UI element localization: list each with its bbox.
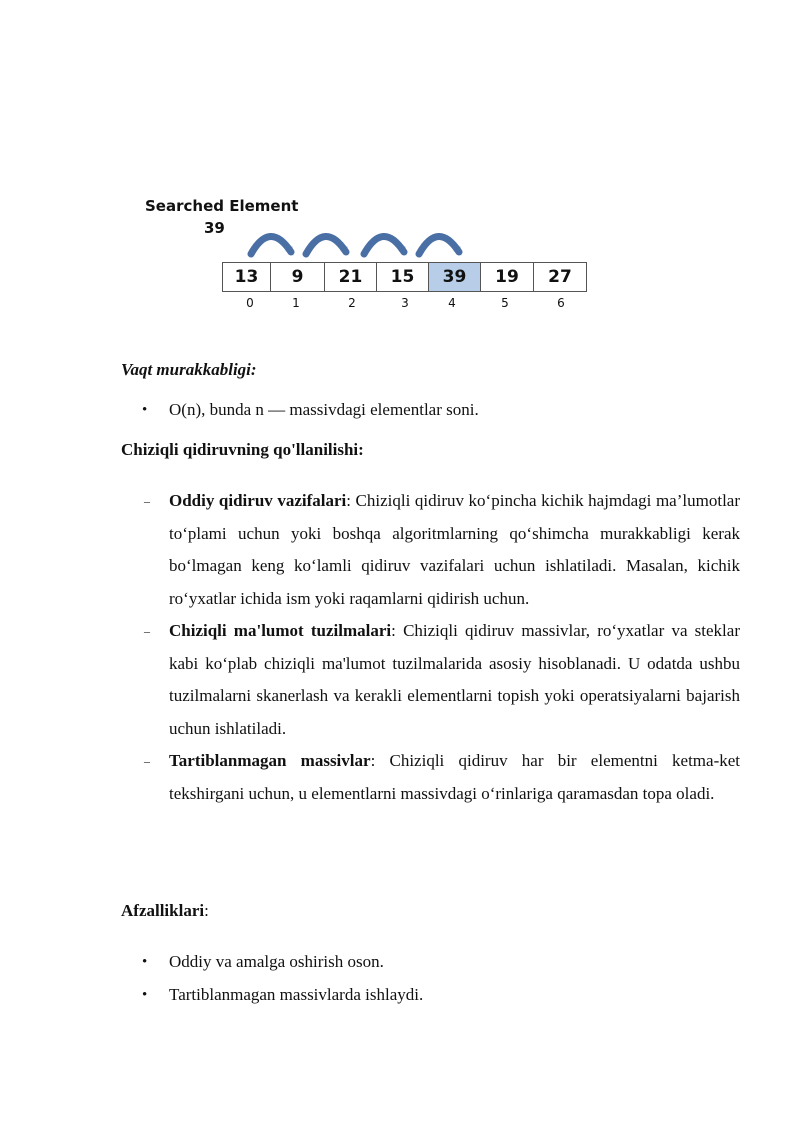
array-cell: 9 (271, 263, 325, 291)
step-arrow-1 (251, 236, 291, 254)
advantages-heading (121, 895, 740, 928)
usage-description: : Chiziqli qidiruv massivlar, ro‘yxatlar va steklar kabi ko‘plab chiziqli ma'lumot tuzilmalarida asosiy hisoblanadi. U odatda ushbu tuzilmalarni skanerlash va kerakli elementlarni topish yoki operatsiyalarni bajarish uchun ishlatiladi. (169, 621, 740, 738)
usage-term: Tartiblanmagan massivlar (169, 751, 371, 770)
array-cell: 19 (481, 263, 534, 291)
array-index: 5 (501, 296, 509, 310)
list-item (121, 485, 740, 615)
list-item (121, 745, 740, 810)
array-index: 0 (246, 296, 254, 310)
list-item: • O(n), bunda n — massivdagi elementlar soni. (121, 394, 740, 427)
list-item: • Tartiblanmagan massivlarda ishlaydi. (121, 979, 740, 1012)
array-row (222, 262, 587, 292)
array-cell: 21 (325, 263, 377, 291)
array-index: 6 (557, 296, 565, 310)
usage-description: : Chiziqli qidiruv har bir elementni ketma-ket tekshirgani uchun, u elementlarni massivdagi o‘rinlariga qaramasdan topa oladi. (169, 751, 741, 803)
complexity-heading: Vaqt murakkabligi: (121, 360, 257, 379)
step-arrow-2 (306, 236, 346, 254)
list-item: • Oddiy va amalga oshirish oson. (121, 946, 740, 979)
array-cell: 13 (223, 263, 271, 291)
list-item (121, 615, 740, 745)
usage-term: Chiziqli ma'lumot tuzilmalari (169, 621, 392, 640)
usage-description: : Chiziqli qidiruv ko‘pincha kichik hajmdagi ma’lumotlar to‘plami uchun yoki boshqa algoritmlarning qo‘shimcha murakkabligi kerak bo‘lmagan keng ko‘lamli qidiruv vazifalari uchun ishlatiladi. Masalan, kichik ro‘yxatlar ichida ism yoki raqamlarni qidirish uchun. (169, 491, 740, 608)
searched-element-value: 39 (204, 219, 225, 237)
linear-search-figure (0, 0, 800, 330)
array-index: 2 (348, 296, 356, 310)
array-cell: 15 (377, 263, 429, 291)
array-index: 4 (448, 296, 456, 310)
usage-list (121, 485, 740, 810)
array-cell-found: 39 (429, 263, 481, 291)
array-cell: 27 (534, 263, 587, 291)
array-index: 3 (401, 296, 409, 310)
advantages-heading-text: Afzalliklari (121, 901, 205, 920)
usage-heading: Chiziqli qidiruvning qo'llanilishi: (121, 440, 364, 459)
step-arrow-4 (419, 236, 459, 254)
complexity-list (121, 394, 740, 427)
advantages-list (121, 946, 740, 1011)
step-arrow-3 (364, 236, 404, 254)
advantages-heading-colon: : (204, 901, 209, 920)
usage-term: Oddiy qidiruv vazifalari (169, 491, 347, 510)
array-index: 1 (292, 296, 300, 310)
searched-element-label: Searched Element (145, 197, 299, 215)
